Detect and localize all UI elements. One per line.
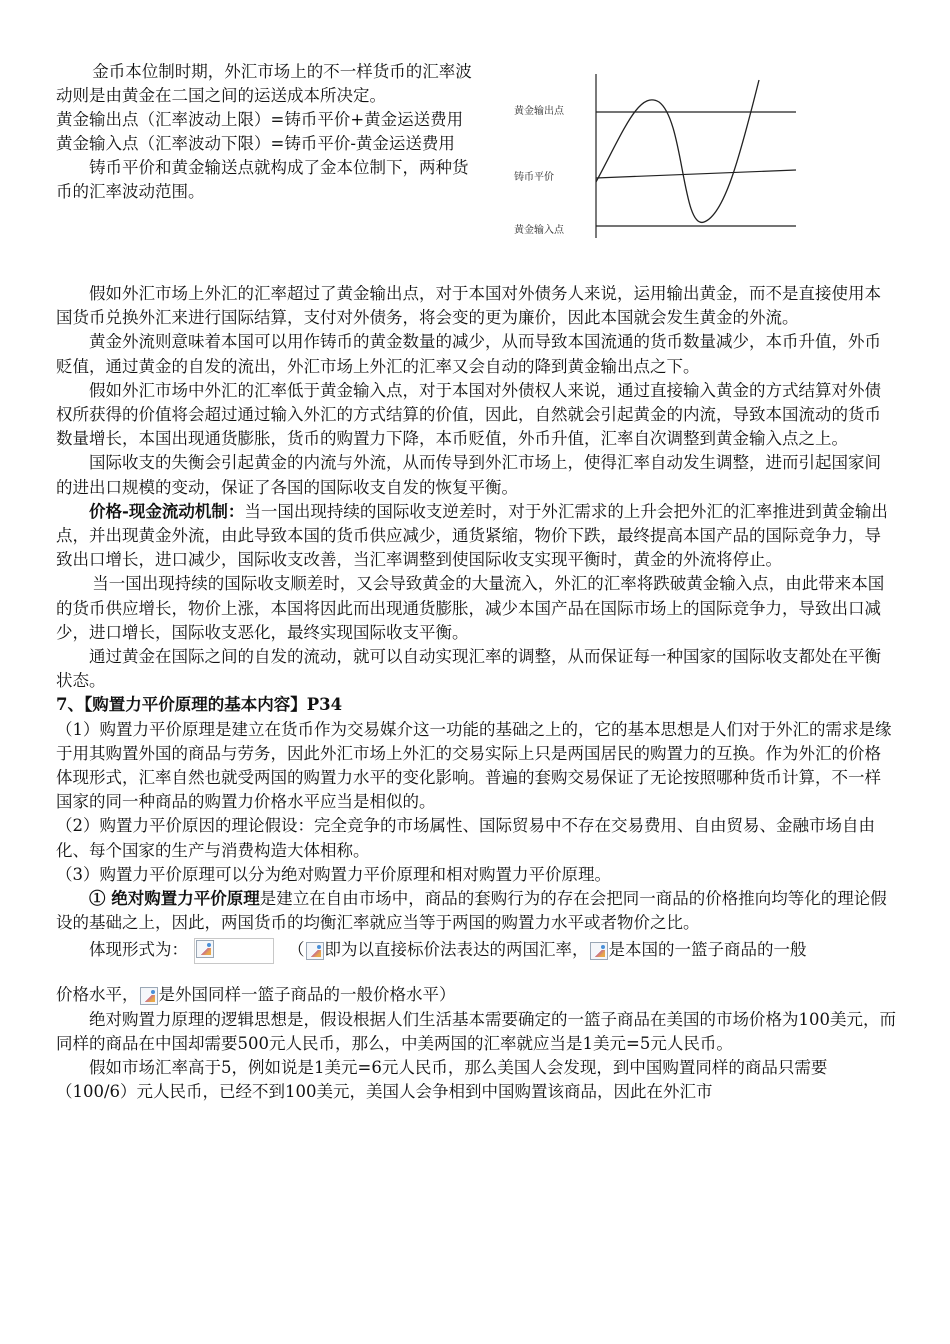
paragraph: 假如外汇市场上外汇的汇率超过了黄金输出点，对于本国对外债务人来说，运用输出黄金，而不是直接使用本国货币兑换外汇来进行国际结算，支付对外债务，将会变的更为廉价，因此本国就会发生黄金的外流。 (56, 284, 881, 328)
formula-note-price-level: 价格水平， (56, 985, 139, 1005)
list-item: （1）购置力平价原理是建立在货币作为交易媒介这一功能的基础之上的，它的基本思想是人们对于外汇的需求是缘于用其购置外国的商品与劳务，因此外汇市场上外汇的交易实际上只是两国居民的购置力的互换。作为外汇的价格体现形式，汇率自然也就受两国的购置力水平的变化影响。普遍的套购交易保证了无论按照哪种货币计算，不一样国家的同一种商品的购置力价格水平应当是相似的。 (56, 719, 892, 812)
absolute-ppp-paragraph (56, 887, 896, 935)
broken-image-icon (590, 942, 608, 960)
paragraph: 黄金外流则意味着本国可以用作铸币的黄金数量的减少，从而导致本国流通的货币数量减少，本币升值，外币贬值，通过黄金的自发的流出，外汇市场上外汇的汇率又会自动的降到黄金输出点之下。 (56, 332, 881, 376)
price-specie-flow-text: 当一国出现持续的国际收支逆差时，对于外汇需求的上升会把外汇的汇率推进到黄金输出点，并出现黄金外流，由此导致本国的货币供应减少，通货紧缩，物价下跌，最终提高本国产品的国际竞争力，导致出口增长，进口减少，国际收支改善，当汇率调整到使国际收支实现平衡时，黄金的外流将停止。 (56, 501, 888, 570)
price-specie-flow-paragraph (56, 500, 896, 573)
paragraph: 通过黄金在国际之间的自发的流动，就可以自动实现汇率的调整，从而保证每一种国家的国际收支都处在平衡状态。 (56, 647, 881, 691)
gold-import-point-formula: 黄金输入点（汇率波动下限）=铸币平价-黄金运送费用 (56, 134, 455, 153)
formula-line (56, 935, 896, 965)
absolute-ppp-text: 是建立在自由市场中，商品的套购行为的存在会把同一商品的价格推向均等化的理论假设的基础之上，因此，两国货币的均衡汇率就应当等于两国的购置力水平或者物价之比。 (56, 889, 887, 933)
list-item: （3）购置力平价原理可以分为绝对购置力平价原理和相对购置力平价原理。 (56, 864, 611, 884)
paragraph: 国际收支的失衡会引起黄金的内流与外流，从而传导到外汇市场上，使得汇率自动发生调整，进而引起国家间的进出口规模的变动，保证了各国的国际收支自发的恢复平衡。 (56, 453, 881, 497)
paragraph: 当一国出现持续的国际收支顺差时，又会导致黄金的大量流入，外汇的汇率将跌破黄金输入点，由此带来本国的货币供应增长，物价上涨，本国将因此而出现通货膨胀，减少本国产品在国际市场上的国际竞争力，导致出口减少，进口增长，国际收支恶化，最终实现国际收支平衡。 (56, 574, 885, 642)
intro-section (56, 60, 896, 282)
formula-note-continued (56, 983, 896, 1007)
gold-point-chart (514, 70, 804, 250)
main-body (56, 282, 896, 1105)
broken-image-icon (140, 987, 158, 1005)
label-gold-export: 黄金输出点 (514, 106, 564, 117)
document-page (56, 60, 896, 1105)
list-item: （2）购置力平价原因的理论假设：完全竞争的市场属性、国际贸易中不存在交易费用、自由贸易、金融市场自由化、每个国家的生产与消费构造大体相称。 (56, 816, 875, 860)
exchange-rate-curve (596, 80, 759, 222)
intro-text (56, 60, 476, 204)
formula-label: 体现形式为： (89, 940, 188, 960)
broken-image-icon (306, 942, 324, 960)
formula-note-domestic-price: 是本国的一篮子商品的一般 (608, 940, 807, 960)
paragraph: 假如外汇市场中外汇的汇率低于黄金输入点，对于本国对外债权人来说，通过直接输入黄金的方式结算对外债权所获得的价值将会超过通过输入外汇的方式结算的价值，因此，自然就会引起黄金的内流，导致本国流动的货币数量增长，本国出现通货膨胀，货币的购置力下降，本币贬值，外币升值，汇率自次调整到黄金输入点之上。 (56, 380, 881, 449)
formula-note-exchange-rate: 即为以直接标价法表达的两国汇率， (324, 940, 589, 960)
paragraph: 绝对购置力原理的逻辑思想是，假设根据人们生活基本需要确定的一篮子商品在美国的市场价格为100美元，而同样的商品在中国却需要500元人民币，那么，中美两国的汇率就应当是1美元=5元人民币。 (56, 1009, 896, 1053)
intro-paragraph: 金币本位制时期，外汇市场上的不一样货币的汇率波动则是由黄金在二国之间的运送成本所决定。 (56, 62, 472, 105)
broken-image-icon (196, 940, 214, 958)
label-mint-parity: 铸币平价 (514, 172, 554, 183)
gold-point-figure (514, 70, 804, 250)
intro-conclusion: 铸币平价和黄金输送点就构成了金本位制下，两种货币的汇率波动范围。 (56, 158, 469, 201)
paragraph: 假如市场汇率高于5，例如说是1美元=6元人民币，那么美国人会发现，到中国购置同样的商品只需要（100/6）元人民币，已经不到100美元，美国人会争相到中国购置该商品，因此在外汇市 (56, 1058, 828, 1102)
spacer (56, 965, 896, 983)
gold-export-point-formula: 黄金输出点（汇率波动上限）=铸币平价+黄金运送费用 (56, 110, 464, 129)
formula-note-foreign-price: 是外国同样一篮子商品的一般价格水平） (158, 985, 456, 1005)
formula-note-open: （ (288, 940, 305, 960)
mint-parity-line (596, 170, 796, 178)
label-gold-import: 黄金输入点 (514, 225, 564, 236)
section-heading: 7、【购置力平价原理的基本内容】P34 (56, 695, 343, 715)
absolute-ppp-term: ① 绝对购置力平价原理 (89, 889, 260, 909)
price-specie-flow-term: 价格-现金流动机制： (89, 501, 245, 521)
formula-image (194, 938, 274, 964)
